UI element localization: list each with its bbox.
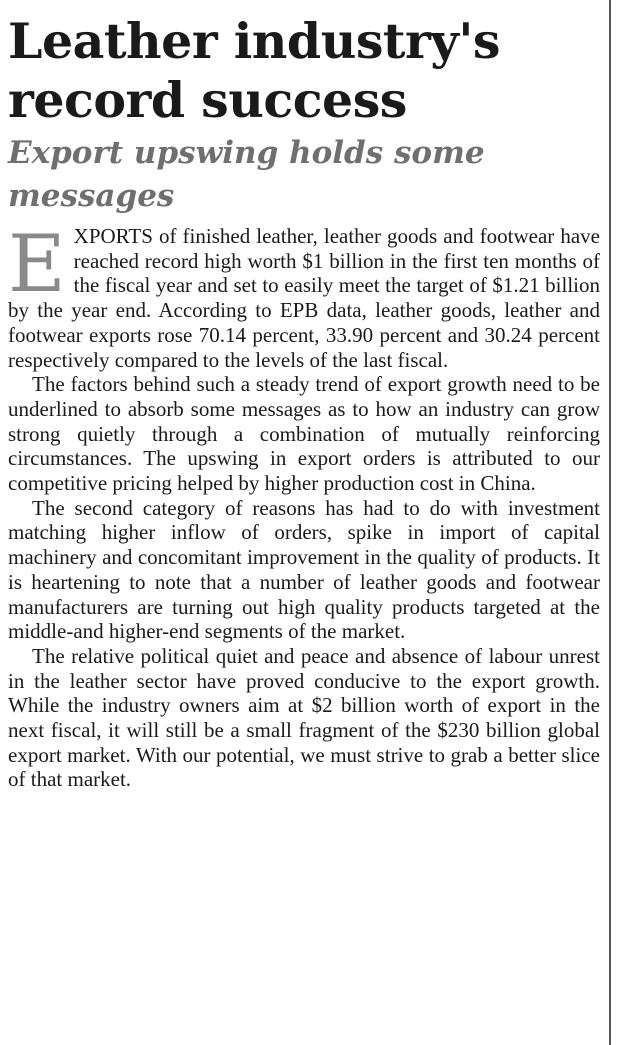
article-subheadline: Export upswing holds some messages: [8, 135, 485, 214]
body-paragraph: The factors behind such a steady trend of export growth need to be underlined to absorb some messages as to how an industry can grow strong quietly through a combination of mutually reinforcing circumstances. The upswing in export orders is attributed to our competitive pricing helped by higher production cost in China.: [8, 372, 600, 496]
body-paragraph: The second category of reasons has had to do with investment matching higher inflow of orders, spike in import of capital machinery and concomitant improvement in the quality of products. It is heartening to note that a number of leather goods and footwear manufacturers are turning out high quality products targeted at the middle-and higher-end segments of the market.: [8, 495, 600, 644]
editorial-article: [8, 12, 600, 792]
body-paragraph: The relative political quiet and peace and absence of labour unrest in the leather sector have proved conducive to the export growth. While the industry owners aim at $2 billion worth of export in the next fiscal, it will still be a small fragment of the $230 billion global export market. With our potential, we must strive to grab a better slice of that market.: [8, 643, 600, 792]
article-body: [8, 218, 600, 792]
lead-paragraph: [8, 218, 600, 372]
lead-paragraph-text: XPORTS of finished leather, leather goods and footwear have reached record high worth $1 billion in the first ten months of the fiscal year and set to easily meet the target of $1.21 billion by the year end. According to EPB data, leather goods, leather and footwear exports rose 70.14 percent, 33.90 percent and 30.24 percent respectively compared to the levels of the last fiscal.: [8, 224, 600, 372]
drop-cap: E: [8, 218, 66, 310]
column-divider: [609, 0, 611, 1045]
article-headline: Leather industry's record success: [8, 12, 500, 129]
